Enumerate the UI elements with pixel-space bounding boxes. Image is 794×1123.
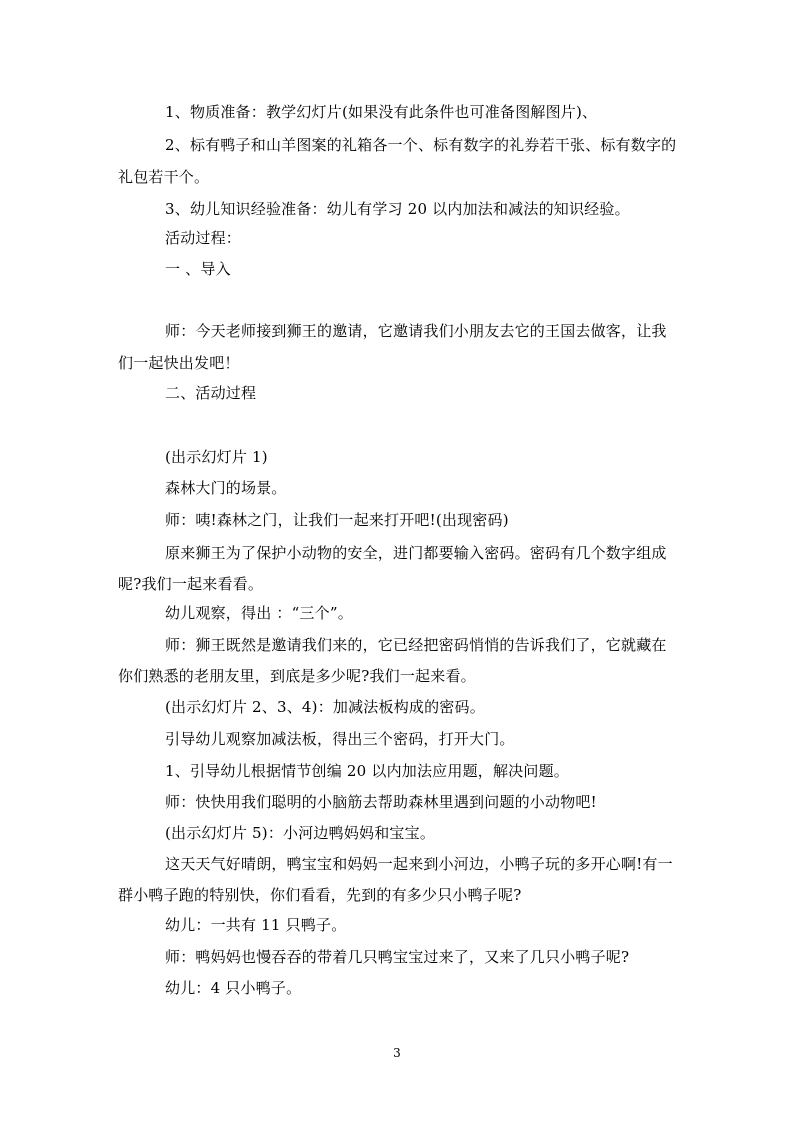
text-line: (出示幻灯片 2、3、4)：加减法板构成的密码。 (165, 698, 485, 716)
text-line: 森林大门的场景。 (165, 479, 287, 497)
text-line: 引导幼儿观察加减法板，得出三个密码，打开大门。 (165, 730, 515, 748)
text-line: 1、引导幼儿根据情节创编 20 以内加法应用题，解决问题。 (165, 762, 569, 780)
text-line: 原来狮王为了保护小动物的安全，进门都要输入密码。密码有几个数字组成 (165, 544, 667, 562)
text-line: (出示幻灯片 1) (165, 448, 268, 466)
text-line: 呢?我们一起来看看。 (118, 575, 264, 593)
text-line: 师：咦!森林之门，让我们一起来打开吧!(出现密码) (165, 511, 509, 529)
text-line: (出示幻灯片 5)：小河边鸭妈妈和宝宝。 (165, 824, 436, 842)
text-line: 你们熟悉的老朋友里，到底是多少呢?我们一起来看。 (118, 667, 476, 685)
text-line: 活动过程： (165, 229, 242, 247)
text-line: 幼儿：4 只小鸭子。 (165, 979, 302, 997)
text-line: 1、物质准备：教学幻灯片(如果没有此条件也可准备图解图片)、 (165, 103, 598, 121)
text-line: 2、标有鸭子和山羊图案的礼箱各一个、标有数字的礼券若干张、标有数字的 (165, 136, 677, 154)
text-line: 群小鸭子跑的特别快，你们看看，先到的有多少只小鸭子呢? (118, 886, 522, 904)
text-line: 3、幼儿知识经验准备：幼儿有学习 20 以内加法和减法的知识经验。 (165, 200, 630, 218)
text-line: 师：鸭妈妈也慢吞吞的带着几只鸭宝宝过来了，又来了几只小鸭子呢? (165, 948, 630, 966)
text-line: 师：今天老师接到狮王的邀请，它邀请我们小朋友去它的王国去做客，让我 (165, 322, 667, 340)
text-line: 礼包若干个。 (118, 168, 210, 186)
text-line: 幼儿观察，得出 ：“三个”。 (165, 604, 353, 622)
section-heading: 二、活动过程 (165, 384, 257, 402)
text-line: 这天天气好晴朗，鸭宝宝和妈妈一起来到小河边，小鸭子玩的多开心啊!有一 (165, 855, 673, 873)
section-heading: 一 、导入 (165, 260, 231, 278)
text-line: 师：狮王既然是邀请我们来的，它已经把密码悄悄的告诉我们了，它就藏在 (165, 636, 667, 654)
text-line: 幼儿：一共有 11 只鸭子。 (165, 916, 347, 934)
text-line: 师：快快用我们聪明的小脑筋去帮助森林里遇到问题的小动物吧! (165, 793, 597, 811)
page-number: 3 (393, 1046, 401, 1060)
text-line: 们一起快出发吧！ (118, 354, 240, 372)
